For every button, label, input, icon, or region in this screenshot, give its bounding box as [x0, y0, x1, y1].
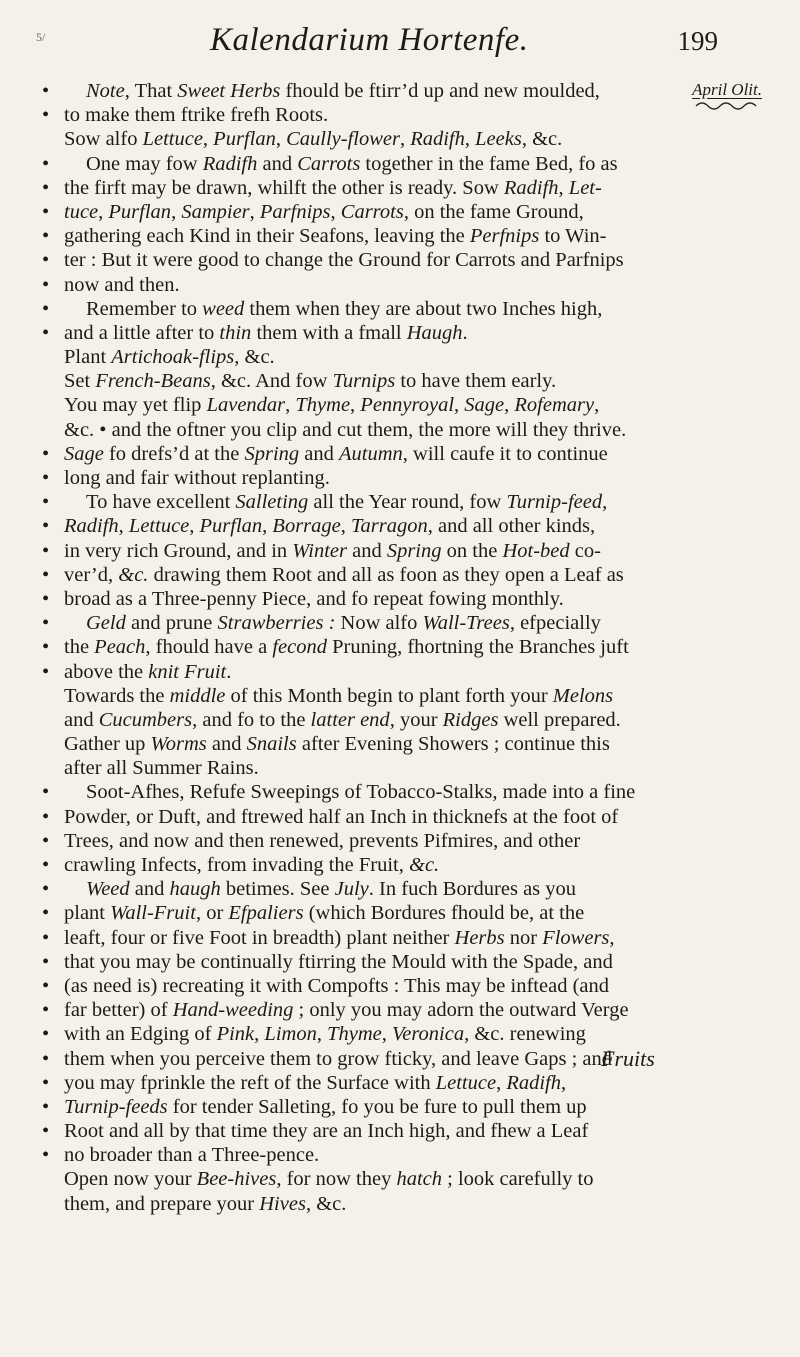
line-text: Soot-Afhes, Refufe Sweepings of Tobacco-Stalks, made into a fine [86, 781, 636, 804]
line-text: &c. • and the oftner you clip and cut them, the more will they thrive. [64, 418, 627, 441]
line-text: Weed and haugh betimes. See July. In fuch Bordures as you [86, 878, 577, 901]
line-text: long and fair without replanting. [64, 467, 330, 489]
text-line [42, 321, 702, 345]
quote-mark: • [42, 829, 50, 852]
line-text: To have excellent Salleting all the Year round, fow Turnip-feed, [86, 491, 608, 514]
line-text: them, and prepare your Hives, &c. [64, 1192, 347, 1215]
quote-mark: • [42, 974, 50, 997]
line-text: to make them ftrike frefh Roots. [64, 104, 329, 127]
text-line [42, 611, 702, 635]
line-text: plant Wall-Fruit, or Efpaliers (which Bordures fhould be, at the [64, 902, 585, 925]
text-line [42, 708, 702, 732]
line-text: You may yet flip Lavendar, Thyme, Pennyroyal, Sage, Rofemary, [64, 394, 600, 417]
text-line [42, 490, 702, 514]
text-line [42, 660, 702, 684]
text-line [42, 853, 702, 877]
line-text: Towards the middle of this Month begin to plant forth your Melons [64, 684, 614, 707]
text-line [42, 780, 702, 804]
text-line [42, 200, 702, 224]
text-line [42, 635, 702, 659]
text-line [42, 127, 702, 151]
text-line [42, 926, 702, 950]
line-text: Trees, and now and then renewed, prevents Pifmires, and other [64, 829, 581, 852]
text-line [42, 514, 702, 538]
quote-mark: • [42, 200, 50, 223]
text-line [42, 684, 702, 708]
text-line [42, 1167, 702, 1191]
text-line [42, 805, 702, 829]
quote-mark: • [42, 273, 50, 296]
text-line [42, 998, 702, 1022]
text-line [42, 1143, 702, 1167]
text-line [42, 393, 702, 417]
quote-mark: • [42, 999, 50, 1022]
text-line [42, 1071, 702, 1095]
text-line [42, 1119, 702, 1143]
quote-mark: • [42, 1071, 50, 1094]
line-text: Remember to weed them when they are about two Inches high, [86, 297, 603, 320]
quote-mark: • [42, 805, 50, 828]
quote-mark: • [42, 563, 50, 586]
quote-mark: • [42, 781, 50, 804]
quote-mark: • [42, 249, 50, 272]
quote-mark: • [42, 926, 50, 949]
quote-mark: • [42, 442, 50, 465]
text-line [42, 539, 702, 563]
text-line [42, 1095, 702, 1119]
line-text: broad as a Three-penny Piece, and fo repeat fowing monthly. [64, 587, 564, 610]
line-text: leaft, four or five Foot in breadth) plant neither Herbs nor Flowers, [64, 926, 615, 949]
line-text: and a little after to thin them with a fmall Haugh. [64, 321, 468, 344]
quote-mark: • [42, 1144, 50, 1167]
quote-mark: • [42, 176, 50, 199]
text-line [42, 587, 702, 611]
quote-mark: • [42, 104, 50, 127]
text-line [42, 224, 702, 248]
quote-mark: • [42, 854, 50, 876]
line-text: ter : But it were good to change the Ground for Carrots and Parfnips [64, 249, 624, 272]
line-text: with an Edging of Pink, Limon, Thyme, Veronica, &c. renewing [64, 1023, 586, 1046]
quote-mark: • [42, 612, 50, 635]
line-text: the Peach, fhould have a fecond Pruning, fhortning the Branches juft [64, 636, 629, 659]
catchword: Fruits [601, 1046, 655, 1071]
flourish-ornament [694, 100, 758, 112]
line-text: Open now your Bee-hives, for now they hatch ; look carefully to [64, 1168, 594, 1191]
line-text: above the knit Fruit. [64, 660, 232, 683]
line-text: Radifh, Lettuce, Purflan, Borrage, Tarragon, and all other kinds, [64, 515, 596, 538]
text-line [42, 297, 702, 321]
line-text: Plant Artichoak-flips, &c. [64, 346, 275, 369]
line-text: them when you perceive them to grow fticky, and leave Gaps ; and [64, 1047, 613, 1070]
text-line [42, 152, 702, 176]
text-line [42, 974, 702, 998]
text-line [42, 877, 702, 901]
quote-mark: • [42, 321, 50, 344]
text-line [42, 79, 702, 103]
line-text: Root and all by that time they are an Inch high, and fhew a Leaf [64, 1120, 589, 1143]
quote-mark: • [42, 539, 50, 562]
text-line [42, 950, 702, 974]
margin-note: April Olit. [692, 80, 762, 99]
text-line [42, 103, 702, 127]
line-text: Gather up Worms and Snails after Evening Showers ; continue this [64, 733, 610, 756]
text-line [42, 369, 702, 393]
text-line [42, 1022, 702, 1046]
quote-mark: • [42, 297, 50, 320]
line-text: no broader than a Three-pence. [64, 1144, 320, 1167]
text-line [42, 756, 702, 780]
line-text: Geld and prune Strawberries : Now alfo Wall-Trees, efpecially [86, 612, 601, 635]
page-number: 199 [677, 26, 718, 56]
quote-mark: • [42, 515, 50, 538]
line-text: crawling Infects, from invading the Fruit, &c. [64, 854, 440, 876]
line-text: now and then. [64, 273, 180, 296]
text-line [42, 418, 702, 442]
running-head [0, 22, 800, 62]
quote-mark: • [42, 902, 50, 925]
line-text: you may fprinkle the reft of the Surface with Lettuce, Radifh, [64, 1071, 567, 1094]
line-text: Turnip-feeds for tender Salleting, fo you be fure to pull them up [64, 1095, 587, 1118]
quote-mark: • [42, 1120, 50, 1143]
quote-mark: • [42, 1095, 50, 1118]
quote-mark: • [42, 225, 50, 248]
line-text: Set French-Beans, &c. And fow Turnips to have them early. [64, 370, 557, 393]
corner-mark: 5/ [36, 30, 46, 44]
line-text: Note, That Sweet Herbs fhould be ftirr’d up and new moulded, [86, 80, 600, 102]
text-line [42, 901, 702, 925]
line-text: Sage fo drefs’d at the Spring and Autumn, will caufe it to continue [64, 442, 608, 465]
line-text: and Cucumbers, and fo to the latter end, your Ridges well prepared. [64, 708, 621, 731]
quote-mark: • [42, 950, 50, 973]
quote-mark: • [42, 1023, 50, 1046]
quote-mark: • [42, 636, 50, 659]
line-text: Sow alfo Lettuce, Purflan, Caully-flower, Radifh, Leeks, &c. [64, 128, 563, 151]
text-line [42, 273, 702, 297]
text-line [42, 563, 702, 587]
text-line [42, 176, 702, 200]
quote-mark: • [42, 467, 50, 489]
quote-mark: • [42, 80, 50, 102]
quote-mark: • [42, 491, 50, 514]
quote-mark: • [42, 1047, 50, 1070]
text-line [42, 248, 702, 272]
line-text: (as need is) recreating it with Compofts : This may be inftead (and [64, 974, 610, 997]
line-text: ver’d, &c. drawing them Root and all as foon as they open a Leaf as [64, 563, 624, 586]
line-text: that you may be continually ftirring the Mould with the Spade, and [64, 950, 613, 973]
running-title: Kalendarium Hortenfe. [210, 22, 529, 58]
quote-mark: • [42, 878, 50, 901]
line-text: the firft may be drawn, whilft the other is ready. Sow Radifh, Let- [64, 176, 602, 199]
quote-mark: • [42, 660, 50, 683]
line-text: far better) of Hand-weeding ; only you may adorn the outward Verge [64, 999, 629, 1022]
text-line [42, 466, 702, 490]
text-line [42, 1192, 702, 1216]
line-text: Powder, or Duft, and ftrewed half an Inch in thicknefs at the foot of [64, 805, 619, 828]
text-line [42, 732, 702, 756]
quote-mark: • [42, 587, 50, 610]
line-text: in very rich Ground, and in Winter and Spring on the Hot-bed co- [64, 539, 601, 562]
line-text: gathering each Kind in their Seafons, leaving the Perfnips to Win- [64, 225, 607, 248]
quote-mark: • [42, 152, 50, 175]
line-text: One may fow Radifh and Carrots together in the fame Bed, fo as [86, 152, 618, 175]
line-text: tuce, Purflan, Sampier, Parfnips, Carrots, on the fame Ground, [64, 200, 584, 223]
line-text: after all Summer Rains. [64, 757, 259, 780]
text-line [42, 345, 702, 369]
text-line [42, 442, 702, 466]
text-line [42, 829, 702, 853]
